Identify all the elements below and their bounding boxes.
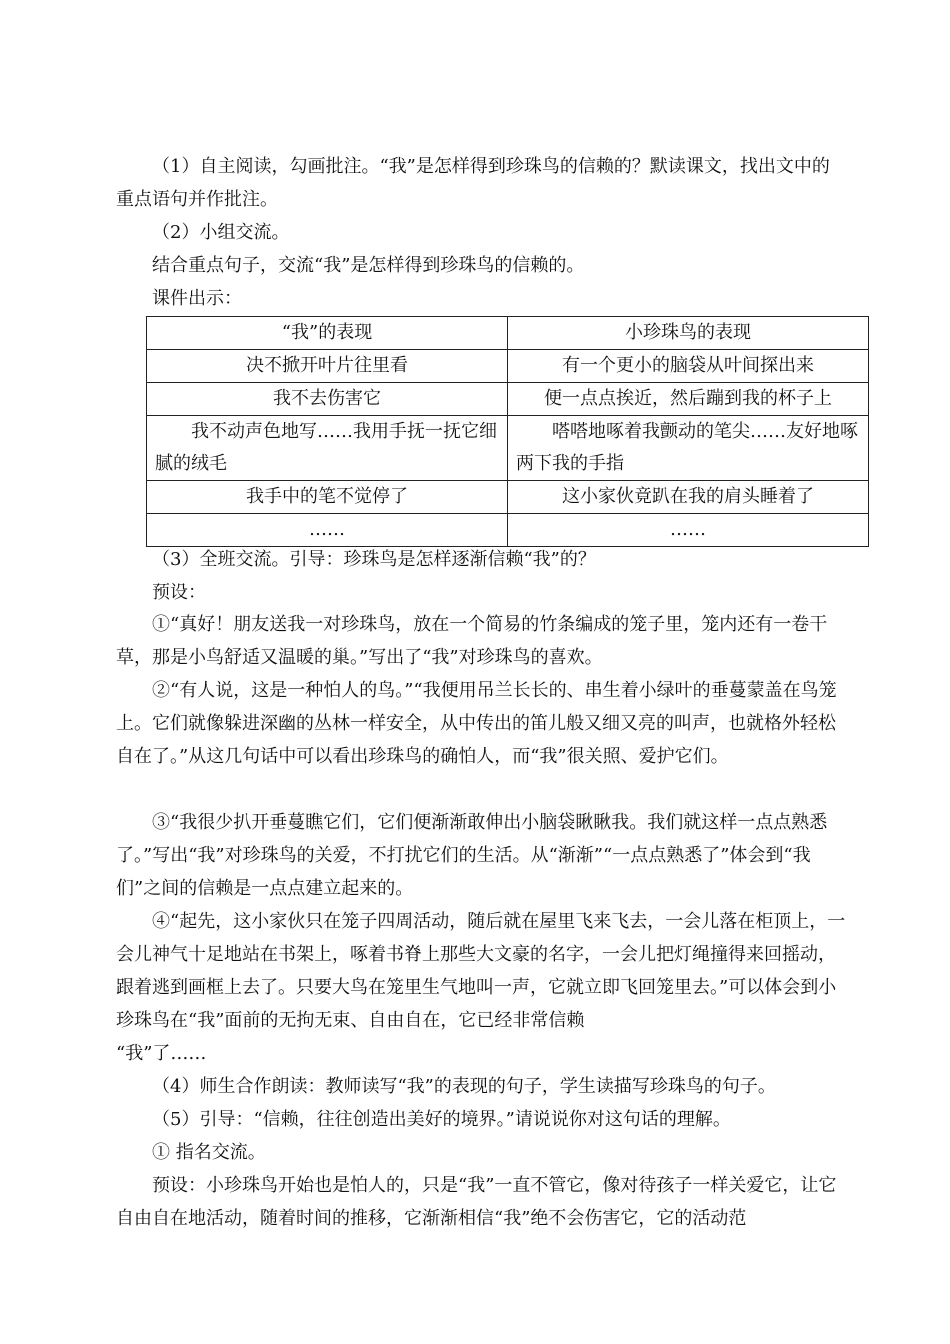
paragraph-group-discussion: （2）小组交流。 [152, 222, 290, 243]
paragraph-preset-4: ④“起先，这小家伙只在笼子四周活动，随后就在屋里飞来飞去，一会儿落在柜顶上，一会儿神气十足地站在书架上，啄着书脊上那些大文豪的名字，一会儿把灯绳撞得来回摇动，跟着逃到画框上去了。只要大鸟在笼里生气地叫一声，它就立即飞回笼里去。”可以体会到小珍珠鸟在“我”面前的无拘无束、自由自在，它已经非常信赖 [116, 911, 846, 1031]
table-header-cell: “我”的表现 [147, 317, 508, 350]
paragraph-cooperative-reading: （4）师生合作朗读：教师读写“我”的表现的句子，学生读描写珍珠鸟的句子。 [152, 1076, 776, 1097]
table-cell: 嗒嗒地啄着我颤动的笔尖……友好地啄两下我的手指 [508, 416, 869, 481]
table-cell: …… [147, 514, 508, 547]
table-header-cell: 小珍珠鸟的表现 [508, 317, 869, 350]
paragraph-preset-4-end: “我”了…… [116, 1043, 207, 1064]
table-row [147, 383, 869, 416]
table-row [147, 350, 869, 383]
paragraph-preset-3: ③“我很少扒开垂蔓瞧它们，它们便渐渐敢伸出小脑袋瞅瞅我。我们就这样一点点熟悉了。”写出“我”对珍珠鸟的关爱，不打扰它们的生活。从“渐渐”“一点点熟悉了”体会到“我们”之间的信赖是一点点建立起来的。 [116, 812, 828, 899]
table-header-row [147, 317, 869, 350]
table-cell: 我手中的笔不觉停了 [147, 481, 508, 514]
paragraph-preset-2: ②“有人说，这是一种怕人的鸟。”“我便用吊兰长长的、串生着小绿叶的垂蔓蒙盖在鸟笼上。它们就像躲进深幽的丛林一样安全，从中传出的笛儿般又细又亮的叫声，也就格外轻松自在了。”从这几句话中可以看出珍珠鸟的确怕人，而“我”很关照、爱护它们。 [116, 680, 837, 767]
paragraph-preset-1: ①“真好！朋友送我一对珍珠鸟，放在一个简易的竹条编成的笼子里，笼内还有一卷干草，那是小鸟舒适又温暖的巢。”写出了“我”对珍珠鸟的喜欢。 [116, 614, 828, 668]
table-cell: 决不掀开叶片往里看 [147, 350, 508, 383]
paragraph-combine-sentences: 结合重点句子，交流“我”是怎样得到珍珠鸟的信赖的。 [152, 255, 585, 276]
table-row [147, 481, 869, 514]
paragraph-self-reading: （1）自主阅读，勾画批注。“我”是怎样得到珍珠鸟的信赖的？默读课文，找出文中的重点语句并作批注。 [116, 156, 830, 210]
comparison-table [146, 316, 869, 547]
paragraph-preset-answer: 预设：小珍珠鸟开始也是怕人的，只是“我”一直不管它，像对待孩子一样关爱它，让它自由自在地活动，随着时间的推移，它渐渐相信“我”绝不会伤害它，它的活动范 [116, 1175, 837, 1229]
paragraph-named-discussion: ① 指名交流。 [152, 1142, 266, 1163]
table-row [147, 514, 869, 547]
paragraph-courseware-show: 课件出示： [152, 288, 242, 309]
table-cell: …… [508, 514, 869, 547]
table-cell: 有一个更小的脑袋从叶间探出来 [508, 350, 869, 383]
paragraph-trust-quote: （5）引导：“信赖，往往创造出美好的境界。”请说说你对这句话的理解。 [152, 1109, 731, 1130]
paragraph-preset-label: 预设： [152, 582, 206, 603]
table-cell: 这小家伙竟趴在我的肩头睡着了 [508, 481, 869, 514]
table-cell: 我不动声色地写……我用手抚一抚它细腻的绒毛 [147, 416, 508, 481]
paragraph-class-discussion: （3）全班交流。引导：珍珠鸟是怎样逐渐信赖“我”的？ [152, 549, 596, 570]
table-cell: 便一点点挨近，然后蹦到我的杯子上 [508, 383, 869, 416]
table-cell: 我不去伤害它 [147, 383, 508, 416]
table-row [147, 416, 869, 481]
